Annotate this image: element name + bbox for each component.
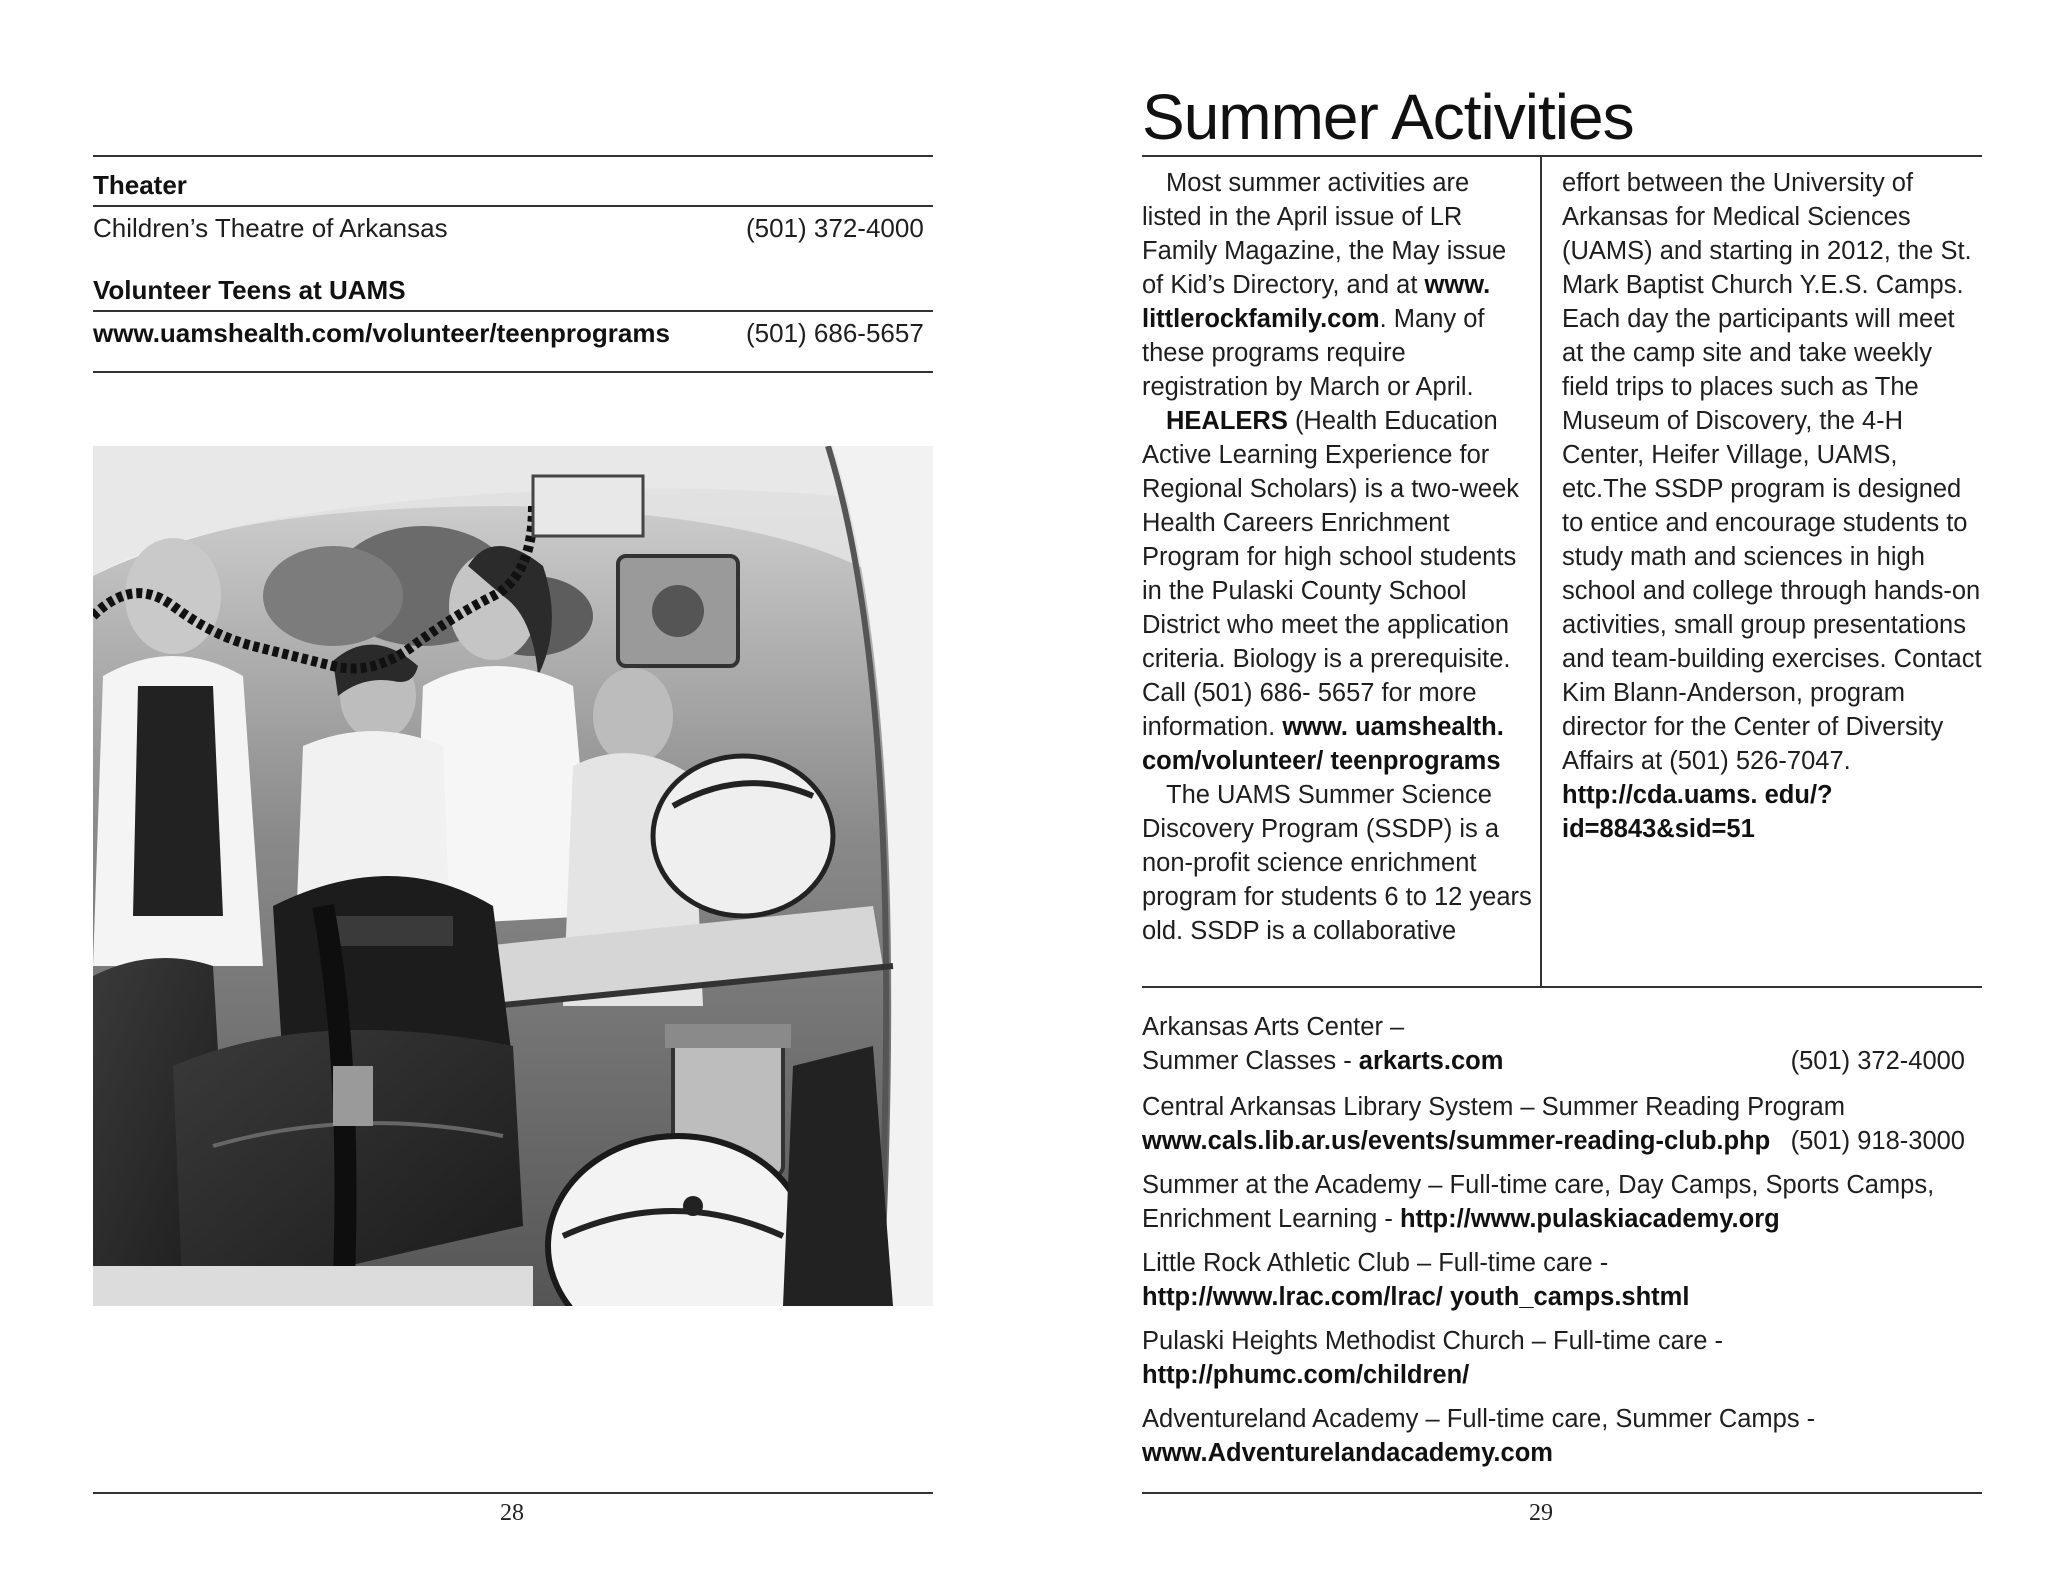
article-link-text[interactable]: HEALERS bbox=[1166, 407, 1288, 435]
article-text: . Many of these programs require registration by March or April. bbox=[1142, 305, 1485, 401]
listing-item bbox=[1142, 1090, 1982, 1158]
article-paragraph bbox=[1562, 166, 1982, 846]
listing-url[interactable]: www.cals.lib.ar.us/events/summer-reading-club.php bbox=[1142, 1127, 1771, 1155]
section-heading-volunteer: Volunteer Teens at UAMS bbox=[93, 275, 406, 305]
listing-url[interactable]: http://www.pulaskiacademy.org bbox=[1399, 1205, 1780, 1233]
listing-url[interactable]: http://www.lrac.com/lrac/ youth_camps.shtml bbox=[1142, 1283, 1690, 1311]
article-paragraph bbox=[1142, 778, 1532, 948]
section-rule bbox=[93, 205, 933, 207]
article-link-text[interactable]: www. uamshealth. com/volunteer/ teenprograms bbox=[1142, 713, 1504, 775]
listing-detail bbox=[1142, 1280, 1982, 1314]
listing-title: Little Rock Athletic Club – Full-time care - bbox=[1142, 1249, 1609, 1277]
listing-detail bbox=[1142, 1358, 1982, 1392]
section-end-rule bbox=[93, 371, 933, 373]
section-rule bbox=[93, 310, 933, 312]
photo-illustration bbox=[93, 446, 933, 1306]
listing-url[interactable]: http://phumc.com/children/ bbox=[1142, 1361, 1470, 1389]
article-column-1 bbox=[1142, 166, 1532, 948]
listing-phone: (501) 372-4000 bbox=[746, 213, 924, 243]
bottom-rule bbox=[1142, 1492, 1982, 1494]
listing-phone: (501) 372-4000 bbox=[1790, 1047, 1965, 1075]
right-page bbox=[1024, 0, 2048, 1582]
listing-detail bbox=[1142, 1202, 1982, 1236]
listing-url[interactable]: www.uamshealth.com/volunteer/teenprograms bbox=[93, 318, 670, 348]
title-rule bbox=[1142, 155, 1982, 157]
article-link-text[interactable]: http://cda.uams. edu/?id=8843&sid=51 bbox=[1562, 781, 1833, 843]
listing-title: Summer at the Academy – Full-time care, Day Camps, Sports Camps, bbox=[1142, 1171, 1935, 1199]
listing-detail-text: Summer Classes - bbox=[1142, 1047, 1359, 1075]
listing-item bbox=[1142, 1010, 1982, 1078]
listing-detail-text: Enrichment Learning - bbox=[1142, 1205, 1400, 1233]
bottom-rule bbox=[93, 1492, 933, 1494]
listing-item bbox=[1142, 1324, 1982, 1392]
listing-url[interactable]: www.Adventurelandacademy.com bbox=[1142, 1439, 1553, 1467]
listing-item bbox=[1142, 1168, 1982, 1236]
article-link-text[interactable]: www. littlerockfamily.com bbox=[1142, 271, 1491, 333]
listing-url[interactable]: arkarts.com bbox=[1358, 1047, 1504, 1075]
page-title: Summer Activities bbox=[1142, 81, 1634, 153]
helicopter-photo bbox=[93, 446, 933, 1306]
listing-title: Pulaski Heights Methodist Church – Full-time care - bbox=[1142, 1327, 1724, 1355]
article-text: effort between the University of Arkansas for Medical Sciences (UAMS) and starting in 2012, the St. Mark Baptist Church Y.E.S. Camps. Each day the participants will meet at the camp site and take weekly field trips to places such as The Museum of Discovery, the 4-H Center, Heifer Village, UAMS, etc.The SSDP program is designed to entice and encourage students to study math and sciences in high school and college through hands-on activities, small group presentations and team-building exercises. Contact Kim Blann-Anderson, program director for the Center of Diversity Affairs at (501) 526-7047. bbox=[1562, 169, 1982, 775]
listing-title: Arkansas Arts Center – bbox=[1142, 1013, 1405, 1041]
article-column-2 bbox=[1562, 166, 1982, 846]
listing-item bbox=[1142, 1246, 1982, 1314]
top-rule bbox=[93, 155, 933, 157]
listing-detail bbox=[1142, 1436, 1982, 1470]
listing-title: Adventureland Academy – Full-time care, Summer Camps - bbox=[1142, 1405, 1816, 1433]
article-text: (Health Education Active Learning Experience for Regional Scholars) is a two-week Health Careers Enrichment Program for high school students in the Pulaski County School District who meet the application criteria. Biology is a prerequisite. Call (501) 686- 5657 for more information. bbox=[1142, 407, 1519, 741]
article-text: Most summer activities are listed in the April issue of LR Family Magazine, the May issue of Kid’s Directory, and at bbox=[1142, 169, 1507, 299]
listing-phone: (501) 918-3000 bbox=[1790, 1127, 1965, 1155]
section-heading-theater: Theater bbox=[93, 170, 187, 200]
listing-name: Children’s Theatre of Arkansas bbox=[93, 213, 448, 243]
article-paragraph bbox=[1142, 404, 1532, 778]
article-end-rule bbox=[1142, 986, 1982, 988]
page-number: 28 bbox=[500, 1500, 524, 1526]
article-paragraph bbox=[1142, 166, 1532, 404]
listing-phone: (501) 686-5657 bbox=[746, 318, 924, 348]
article-text: The UAMS Summer Science Discovery Program (SSDP) is a non-profit science enrichment program for students 6 to 12 years old. SSDP is a collaborative bbox=[1142, 781, 1532, 945]
column-divider bbox=[1540, 156, 1542, 986]
page-number: 29 bbox=[1529, 1500, 1553, 1526]
listing-item bbox=[1142, 1402, 1982, 1470]
listing-title: Central Arkansas Library System – Summer Reading Program bbox=[1142, 1093, 1845, 1121]
